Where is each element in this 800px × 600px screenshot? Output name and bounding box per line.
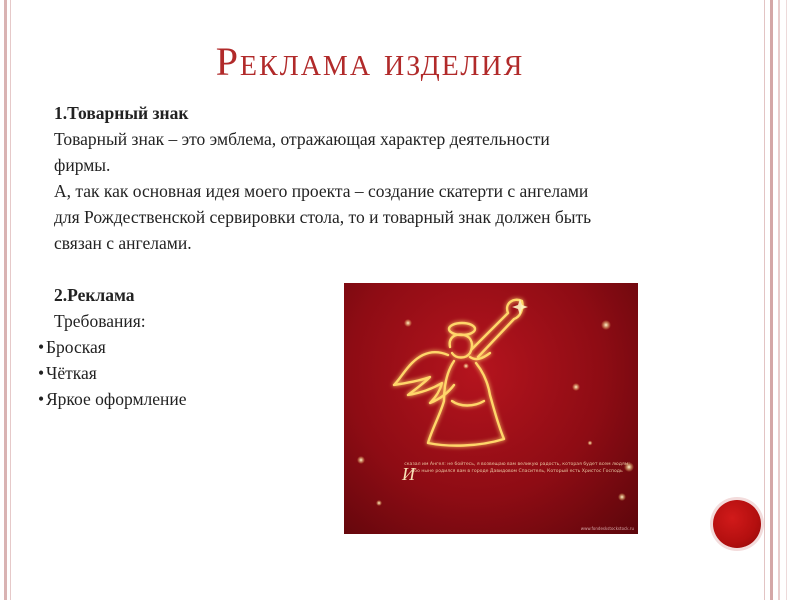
star-icon	[404, 319, 412, 327]
angel-icon	[344, 283, 638, 534]
caption-initial: И	[402, 464, 415, 484]
bullet-label: Чёткая	[46, 363, 97, 383]
star-icon	[601, 320, 611, 330]
section1-heading: 1.Товарный знак	[54, 103, 189, 123]
section1-paragraph2: А, так как основная идея моего проекта – создание скатерти с ангелами для Рождественской сервировки стола, то и товарный знак должен быть связан с ангелами.	[54, 181, 592, 253]
bullet-label: Броская	[46, 337, 106, 357]
bullet-icon: •	[38, 363, 45, 383]
right-border-stripe	[770, 0, 773, 600]
star-icon	[588, 441, 593, 446]
bullet-icon: •	[38, 389, 45, 409]
star-icon	[463, 363, 469, 369]
left-border-stripe	[10, 0, 11, 600]
spacer	[38, 256, 598, 282]
left-border-stripe	[4, 0, 7, 600]
bullet-label: Яркое оформление	[46, 389, 187, 409]
right-border-stripe	[764, 0, 765, 600]
decorative-circle	[713, 500, 761, 548]
image-credit: www.fondeskstockstock.ru	[580, 526, 634, 531]
star-icon	[357, 456, 365, 464]
section2-heading: 2.Реклама	[54, 285, 135, 305]
section1-paragraph1: Товарный знак – это эмблема, отражающая характер деятельности фирмы.	[54, 129, 550, 175]
right-border-stripe	[786, 0, 787, 600]
bullet-icon: •	[38, 337, 45, 357]
star-icon	[572, 383, 580, 391]
star-icon	[376, 500, 382, 506]
image-caption: сказал им Ангел: не бойтесь, я возвещаю вам великую радость, которая будет всем людям: ибо ныне родился вам в городе Давидовом Спаситель, Который есть Христос Господь	[404, 462, 630, 474]
angel-trademark-image	[344, 283, 638, 534]
right-border-stripe	[778, 0, 780, 600]
star-icon	[618, 493, 626, 501]
section2-subheading: Требования:	[54, 311, 146, 331]
slide-title: Реклама изделия	[215, 39, 525, 84]
